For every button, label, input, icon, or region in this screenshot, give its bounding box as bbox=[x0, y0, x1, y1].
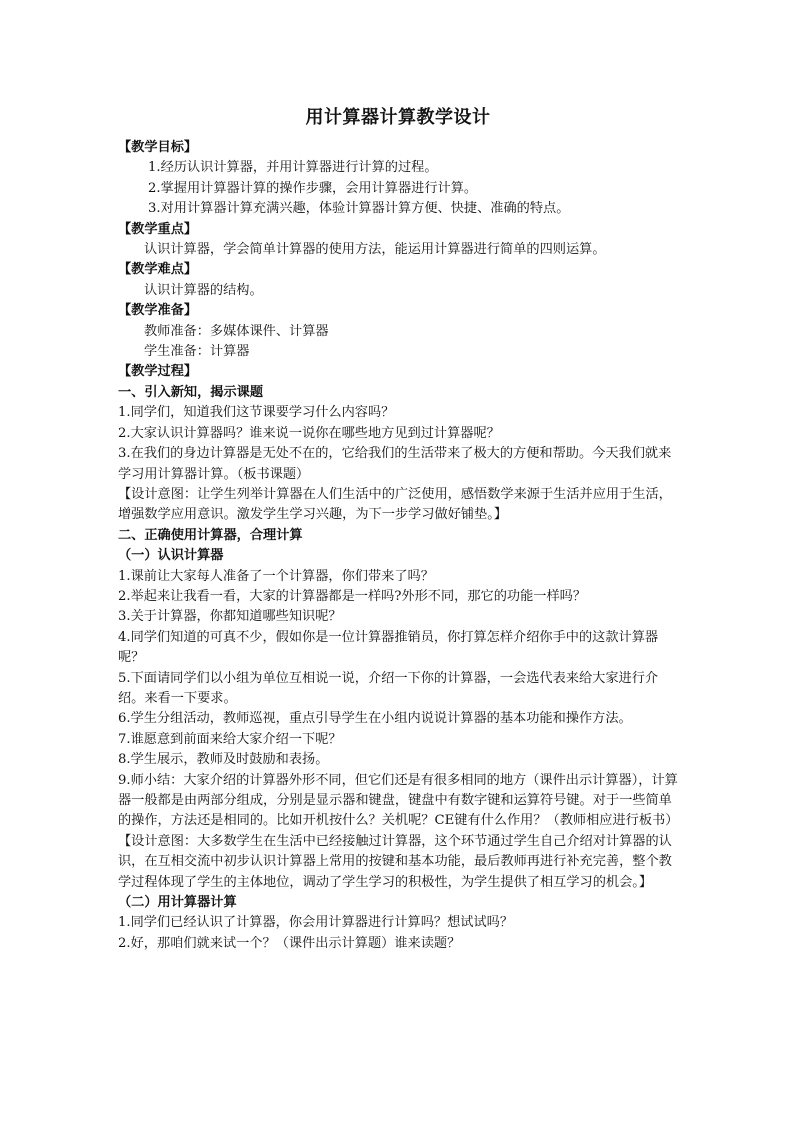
paragraph-line: 2.好，那咱们就来试一个？（课件出示计算题）谁来读题？ bbox=[118, 935, 461, 951]
paragraph-line: 3.关于计算器，你都知道哪些知识呢？ bbox=[118, 609, 342, 625]
paragraph-line: 8.学生展示，教师及时鼓励和表扬。 bbox=[118, 752, 329, 768]
document-title: 用计算器计算教学设计 bbox=[305, 107, 491, 128]
paragraph-line: 【设计意图：大多数学生在生活中已经接触过计算器，这个环节通过学生自己介绍对计算器的认识，在互相交流中初步认识计算器上常用的按键和基本功能，最后教师再进行补充完善，整个教学过程体现了学生的主体地位，调动了学生学习的积极性，为学生提供了相互学习的机会。】 bbox=[118, 833, 672, 890]
document-body bbox=[118, 138, 678, 954]
paragraph-line: 1.同学们已经认识了计算器，你会用计算器进行计算吗？想试试吗？ bbox=[118, 915, 514, 931]
paragraph-line: 1.同学们，知道我们这节课要学习什么内容吗？ bbox=[118, 405, 395, 421]
section-heading: 【教学难点】 bbox=[118, 262, 198, 278]
paragraph-line: 1.课前让大家每人准备了一个计算器，你们带来了吗？ bbox=[118, 568, 434, 584]
paragraph-line: 认识计算器，学会简单计算器的使用方法，能运用计算器进行简单的四则运算。 bbox=[144, 242, 606, 258]
section-heading: 【教学准备】 bbox=[118, 303, 198, 319]
paragraph-line: 6.学生分组活动，教师巡视，重点引导学生在小组内说说计算器的基本功能和操作方法。 bbox=[118, 711, 632, 727]
paragraph-line: 学生准备：计算器 bbox=[144, 344, 250, 360]
paragraph-line: 5.下面请同学们以小组为单位互相说一说，介绍一下你的计算器，一会选代表来给大家进行介绍。来看一下要求。 bbox=[118, 670, 659, 706]
paragraph-line: 3.在我们的身边计算器是无处不在的，它给我们的生活带来了极大的方便和帮助。今天我们就来学习用计算器计算。（板书课题） bbox=[118, 446, 672, 482]
paragraph-line: （一）认识计算器 bbox=[118, 548, 224, 564]
section-heading: 【教学目标】 bbox=[118, 140, 198, 155]
paragraph-line: 3.对用计算器计算充满兴趣，体验计算器计算方便、快捷、准确的特点。 bbox=[148, 201, 570, 217]
paragraph-line: 1.经历认识计算器，并用计算器进行计算的过程。 bbox=[148, 160, 438, 176]
paragraph-line: 2.大家认识计算器吗？谁来说一说你在哪些地方见到过计算器呢？ bbox=[118, 425, 500, 441]
section-heading: 【教学过程】 bbox=[118, 364, 198, 380]
section-heading: 【教学重点】 bbox=[118, 221, 198, 237]
paragraph-line: 认识计算器的结构。 bbox=[144, 282, 263, 298]
paragraph-line: 7.谁愿意到前面来给大家介绍一下呢？ bbox=[118, 731, 342, 747]
paragraph-line: 一、引入新知，揭示课题 bbox=[118, 384, 264, 400]
paragraph-line: 二、正确使用计算器，合理计算 bbox=[118, 527, 303, 543]
paragraph-line: 教师准备：多媒体课件、计算器 bbox=[144, 323, 329, 339]
paragraph-line: 【设计意图：让学生列举计算器在人们生活中的广泛使用，感悟数学来源于生活并应用于生活，增强数学应用意识。激发学生学习兴趣，为下一步学习做好铺垫。】 bbox=[118, 486, 672, 523]
document-content bbox=[118, 106, 678, 954]
paragraph-line: 2.掌握用计算器计算的操作步骤，会用计算器进行计算。 bbox=[148, 180, 478, 196]
paragraph-line: 9.师小结：大家介绍的计算器外形不同，但它们还是有很多相同的地方（课件出示计算器），计算器一般都是由两部分组成，分别是显示器和键盘，键盘中有数字键和运算符号键。对于一些简单的操作，方法还是相同的。比如开机按什么？关机呢？CE键有什么作用？（教师相应进行板书） bbox=[118, 772, 679, 829]
paragraph-line: 2.举起来让我看一看，大家的计算器都是一样吗?外形不同，那它的功能一样吗？ bbox=[118, 588, 587, 604]
paragraph-line: 4.同学们知道的可真不少，假如你是一位计算器推销员，你打算怎样介绍你手中的这款计算器呢？ bbox=[118, 629, 659, 666]
paragraph-line: （二）用计算器计算 bbox=[118, 895, 237, 911]
